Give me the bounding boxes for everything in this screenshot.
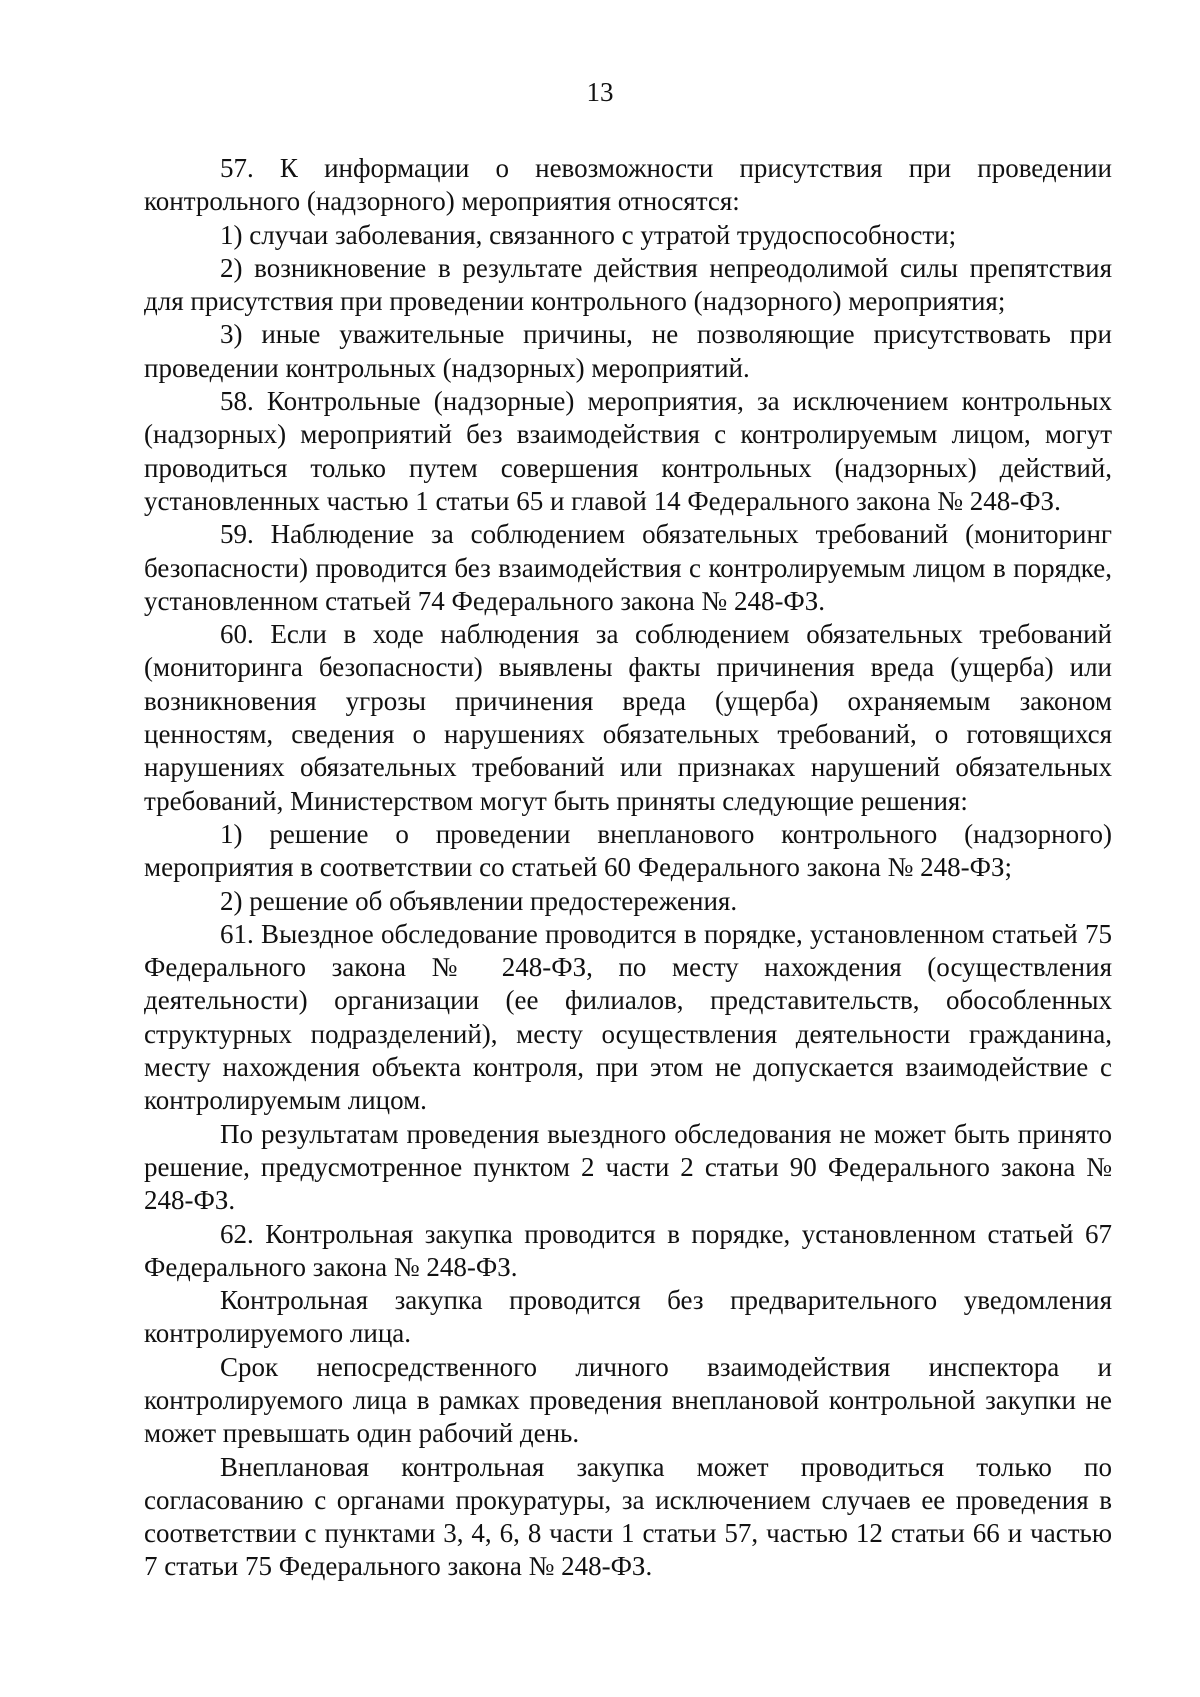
paragraph-58: 58. Контрольные (надзорные) мероприятия, за исключением контрольных (надзорных) мероприятий без взаимодействия с контролируемым лицом, могут проводиться только путем совершения контрольных (надзорных) действий, установленных частью 1 статьи 65 и главой 14 Федерального закона № 248-ФЗ. [144, 386, 1112, 516]
paragraph-57: 57. К информации о невозможности присутствия при проведении контрольного (надзорного) мероприятия относятся: [144, 153, 1112, 217]
paragraph-61: 61. Выездное обследование проводится в порядке, установленном статьей 75 Федерального закона № 248-ФЗ, по месту нахождения (осуществления деятельности) организации (ее филиалов, представительств, обособленных структурных подразделений), месту осуществления деятельности гражданина, месту нахождения объекта контроля, при этом не допускается взаимодействие с контролируемым лицом. [144, 918, 1112, 1116]
paragraph-62: 62. Контрольная закупка проводится в порядке, установленном статьей 67 Федерального закона № 248-ФЗ. [144, 1218, 1112, 1282]
paragraph-62-note-2: Срок непосредственного личного взаимодействия инспектора и контролируемого лица в рамках проведения внеплановой контрольной закупки не может превышать один рабочий день. [144, 1351, 1112, 1449]
paragraph-62-note-1: Контрольная закупка проводится без предварительного уведомления контролируемого лица. [144, 1285, 1112, 1349]
paragraph-59: 59. Наблюдение за соблюдением обязательных требований (мониторинг безопасности) проводится без взаимодействия с контролируемым лицом в порядке, установленном статьей 74 Федерального закона № 248-ФЗ. [144, 519, 1112, 616]
paragraph-57-item-2: 2) возникновение в результате действия непреодолимой силы препятствия для присутствия при проведении контрольного (надзорного) мероприятия; [144, 252, 1112, 317]
paragraph-60-item-2: 2) решение об объявлении предостережения. [220, 885, 738, 916]
paragraph-60: 60. Если в ходе наблюдения за соблюдением обязательных требований (мониторинга безопасности) выявлены факты причинения вреда (ущерба) или возникновения угрозы причинения вреда (ущерба) охраняемым законом ценностям, сведения о нарушениях обязательных требований, о готовящихся нарушениях обязательных требований или признаках нарушений обязательных требований, Министерством могут быть приняты следующие решения: [144, 619, 1112, 816]
paragraph-60-item-1: 1) решение о проведении внепланового контрольного (надзорного) мероприятия в соответствии со статьей 60 Федерального закона № 248-ФЗ; [144, 818, 1112, 883]
paragraph-57-item-3: 3) иные уважительные причины, не позволяющие присутствовать при проведении контрольных (надзорных) мероприятий. [144, 319, 1112, 383]
page-number: 13 [586, 77, 614, 107]
paragraph-62-note-3: Внеплановая контрольная закупка может проводиться только по согласованию с органами прокуратуры, за исключением случаев ее проведения в соответствии с пунктами 3, 4, 6, 8 части 1 статьи 57, частью 12 статьи 66 и частью 7 статьи 75 Федерального закона № 248-ФЗ. [144, 1451, 1112, 1582]
document-body [144, 152, 1112, 1584]
paragraph-57-item-1: 1) случаи заболевания, связанного с утратой трудоспособности; [220, 219, 957, 250]
paragraph-61-note: По результатам проведения выездного обследования не может быть принято решение, предусмотренное пунктом 2 части 2 статьи 90 Федерального закона № 248-ФЗ. [144, 1118, 1112, 1216]
